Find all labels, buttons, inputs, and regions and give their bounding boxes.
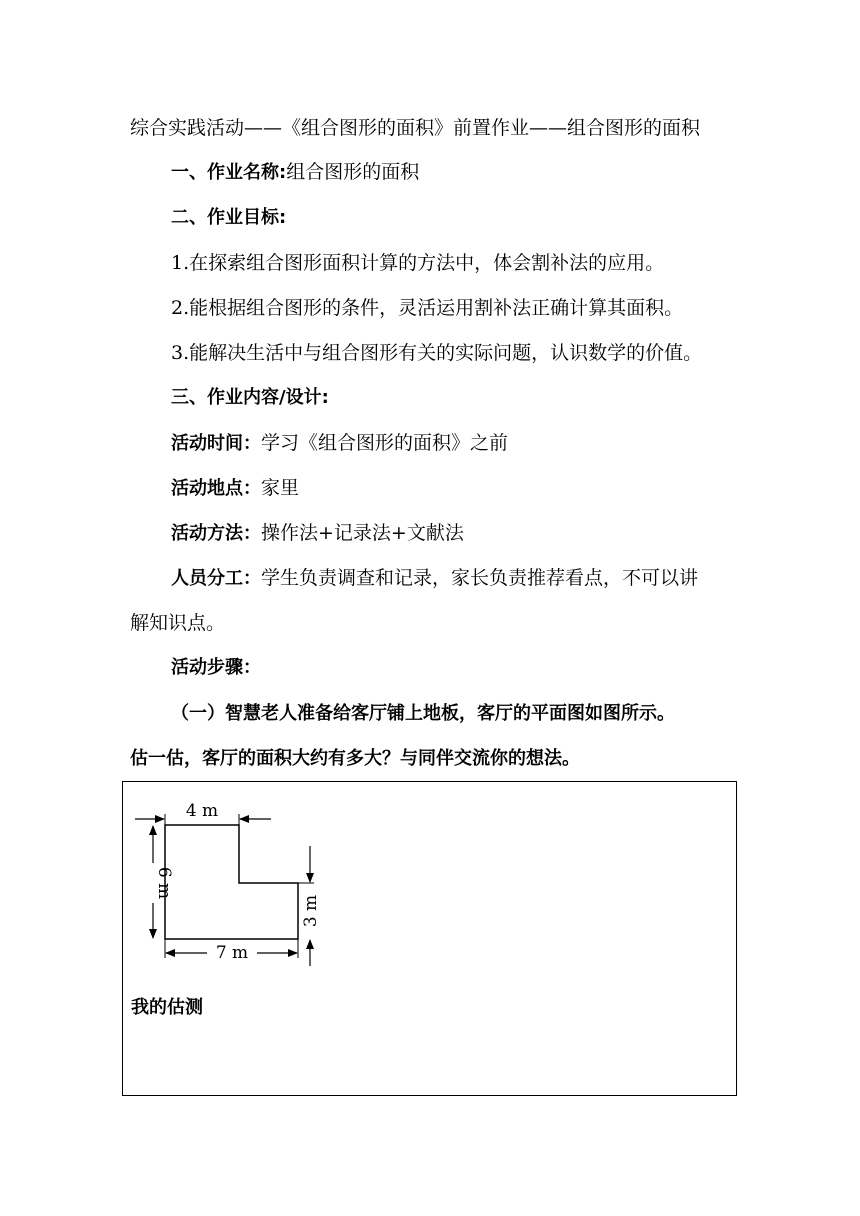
activity-time-value: 学习《组合图形的面积》之前 [261,432,509,454]
estimate-label: 我的估测 [131,997,203,1018]
document-title: 综合实践活动——《组合图形的面积》前置作业——组合图形的面积 [130,117,701,139]
goal-item: 3.能解决生活中与组合图形有关的实际问题，认识数学的价值。 [171,342,703,364]
goal-item: 1.在探索组合图形面积计算的方法中，体会割补法的应用。 [171,252,665,274]
activity-place-value: 家里 [261,477,300,499]
task1-line1: （一）智慧老人准备给客厅铺上地板，客厅的平面图如图所示。 [171,703,675,724]
activity-method [171,521,464,546]
activity-method-label: 活动方法： [171,523,261,544]
activity-roles-continued: 解知识点。 [130,612,226,634]
left-dim-label: 6 m [154,866,174,900]
room-outline [165,825,298,939]
activity-place-label: 活动地点： [171,478,261,499]
bottom-dim-label: 7 m [215,943,249,963]
section-content-heading: 三、作业内容/设计: [171,387,329,408]
section-goals-heading: 二、作业目标: [171,207,287,228]
section-name-heading: 一、作业名称: [171,162,287,183]
activity-steps-label: 活动步骤： [171,657,261,678]
section-name-value: 组合图形的面积 [286,161,420,183]
right-dim-label: 3 m [301,894,321,928]
task1-line2: 估一估，客厅的面积大约有多大？与同伴交流你的想法。 [130,748,580,769]
answer-box [122,781,737,1096]
activity-time-label: 活动时间： [171,433,261,454]
activity-place [171,476,299,501]
section-name [171,160,419,185]
activity-roles [171,566,698,591]
activity-roles-label: 人员分工： [171,568,261,589]
activity-roles-value: 学生负责调查和记录，家长负责推荐看点，不可以讲 [261,567,699,589]
floor-plan-figure [129,788,339,968]
activity-method-value: 操作法+记录法+文献法 [261,522,464,544]
top-dim-label: 4 m [185,801,219,821]
goal-item: 2.能根据组合图形的条件，灵活运用割补法正确计算其面积。 [171,297,684,319]
activity-time [171,431,508,456]
